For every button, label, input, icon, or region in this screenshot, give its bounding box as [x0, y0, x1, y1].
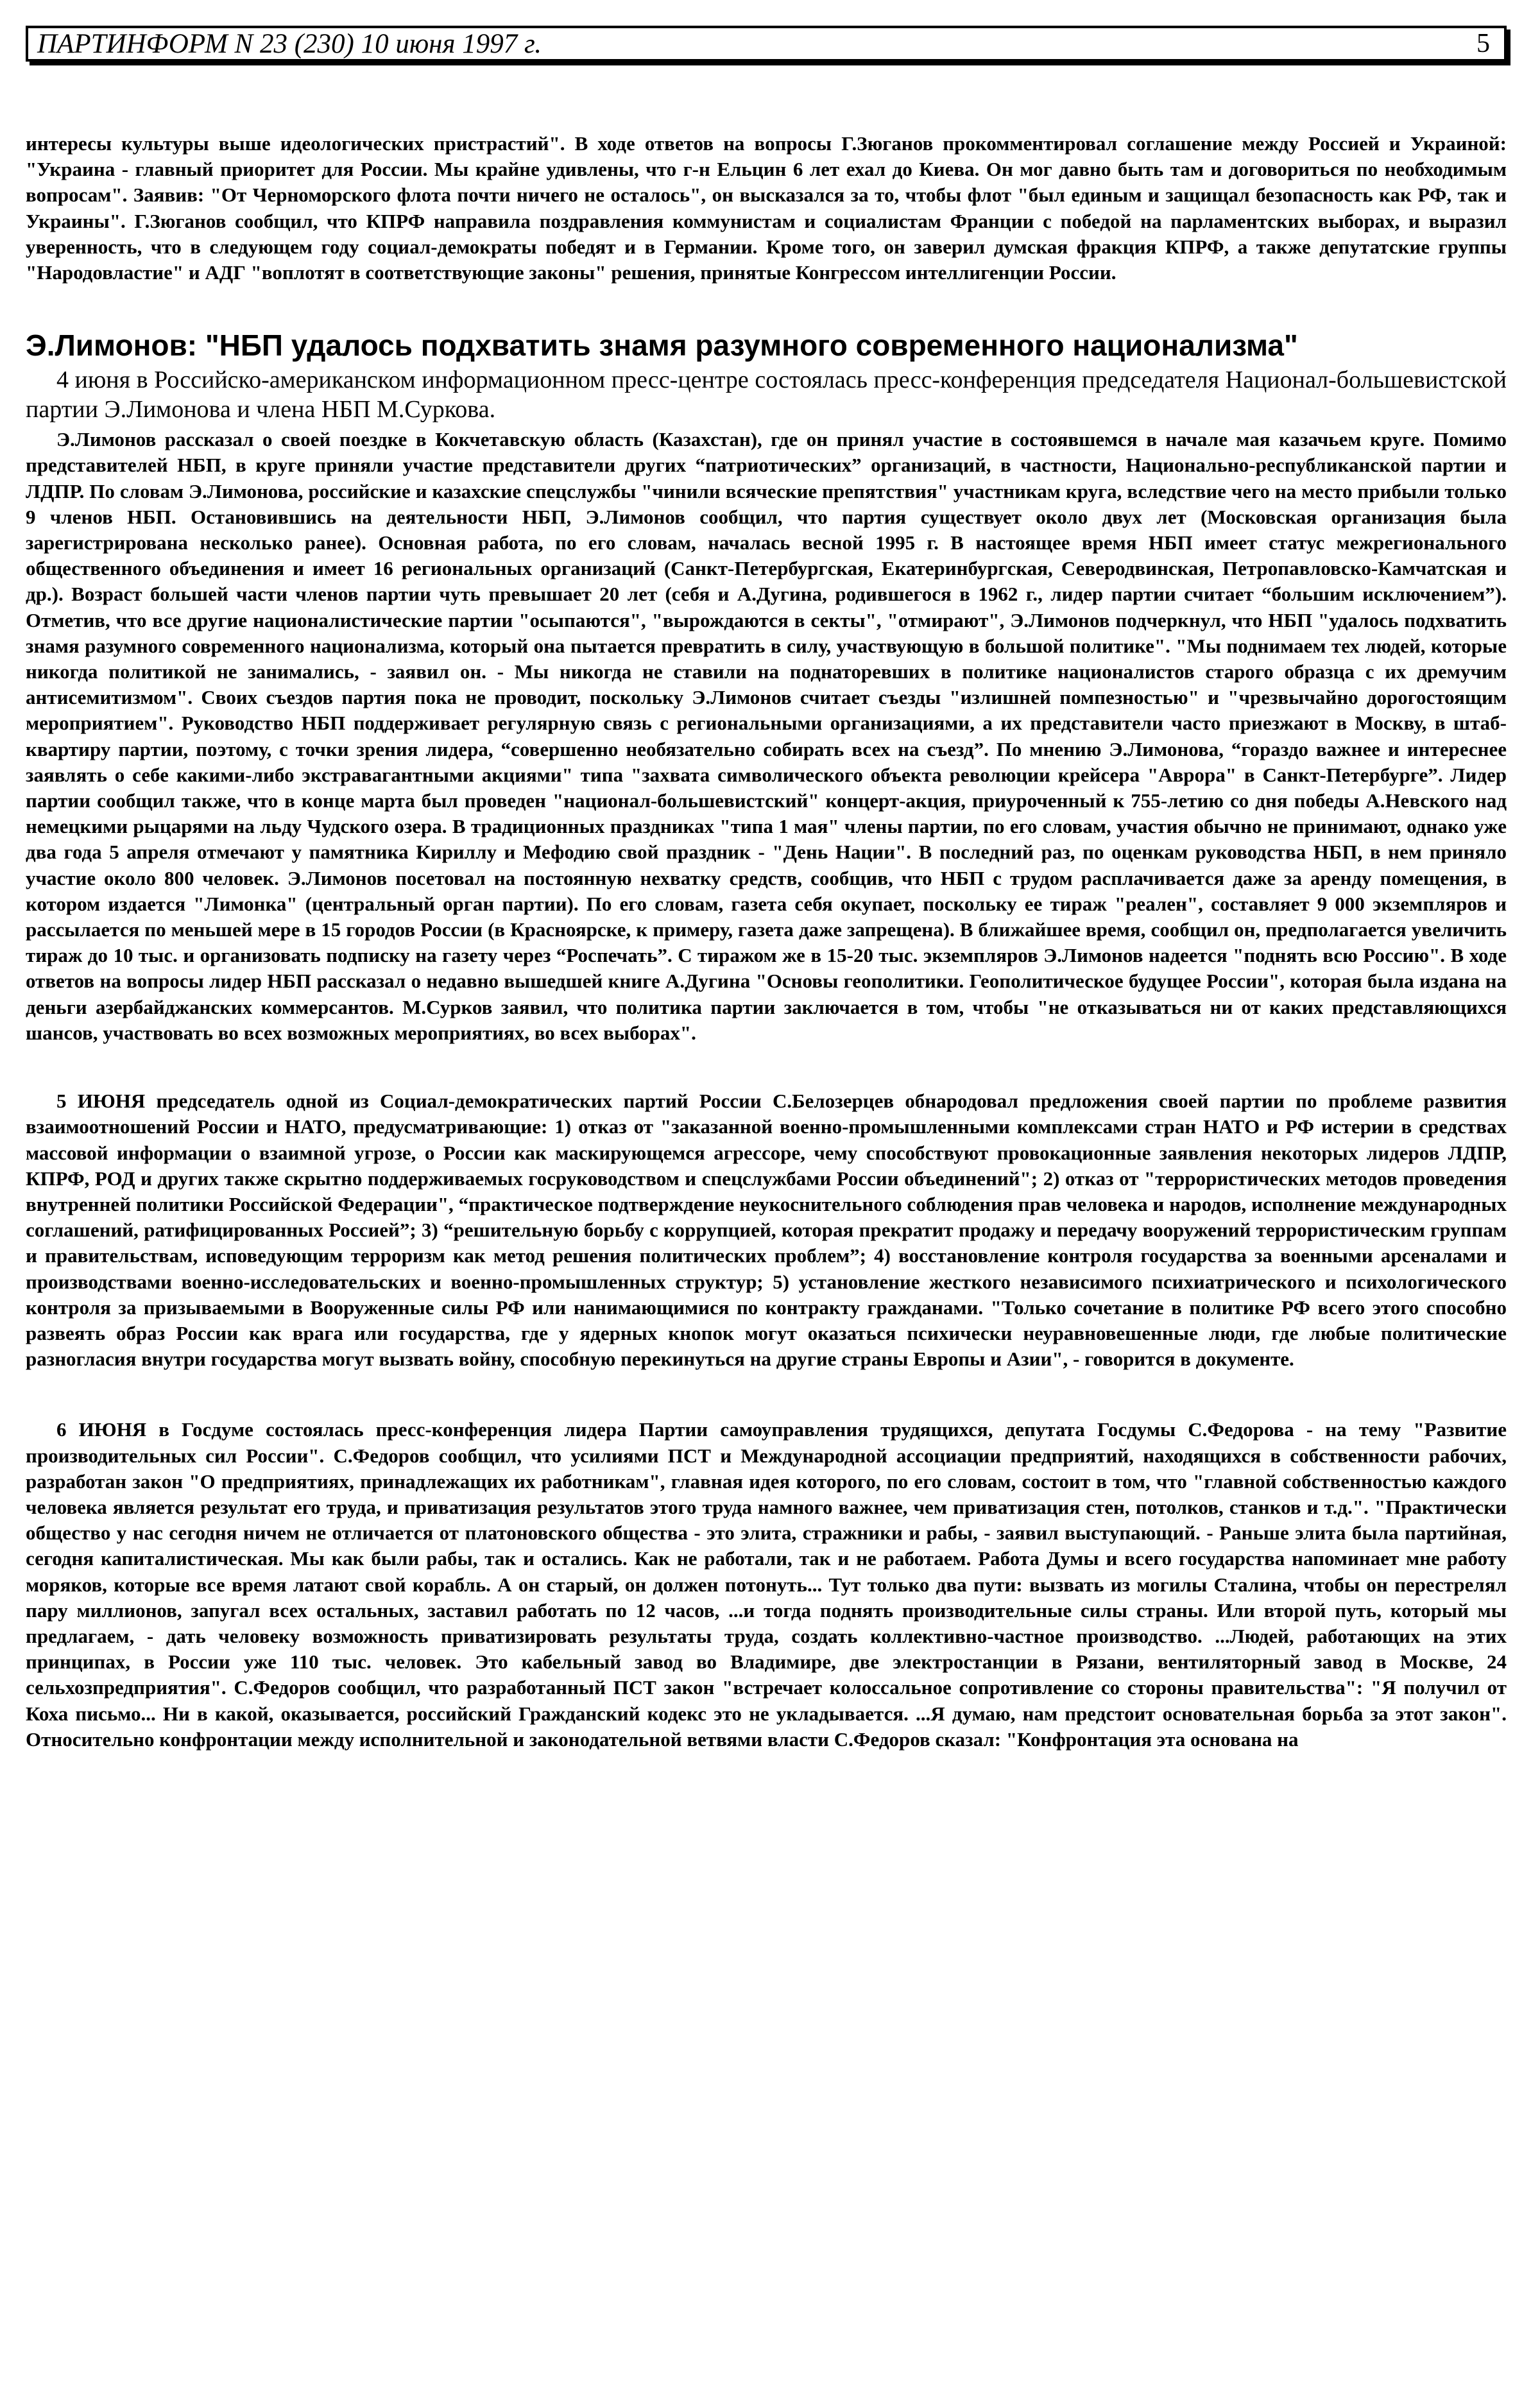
article-title: Э.Лимонов: "НБП удалось подхватить знамя разумного современного национализма"	[26, 329, 1298, 363]
newspaper-page	[26, 0, 1507, 1752]
news-item-june5: 5 ИЮНЯ председатель одной из Социал-демократических партий России С.Белозерцев обнародовал предложения своей партии по проблеме развития взаимоотношений России и НАТО, предусматривающие: 1) отказ от "заказанной военно-промышленными комплексами стран НАТО и РФ истерии в средствах массовой информации о взаимной угрозе, о России как маскирующемся агрессоре, чему способствуют провокационные заявления некоторых лидеров ЛДПР, КПРФ, РОД и других также скрытно поддерживаемых госруководством и спецслужбами России объединений"; 2) отказ от "террористических методов проведения внутренней политики Российской Федерации", “практическое подтверждение неукоснительного соблюдения прав человека и народов, исполнение международных соглашений, ратифицированных Россией”; 3) “решительную борьбу с коррупцией, которая прекратит продажу и передачу вооружений террористическим группам и правительствам, исповедующим терроризм как метод решения политических проблем”; 4) восстановление контроля государства за военными арсеналами и производствами военно-исследовательских и военно-промышленных структур; 5) установление жесткого независимого психиатрического и психологического контроля за призываемыми в Вооруженные силы РФ или нанимающимися по контракту гражданами. "Только сочетание в политике РФ всего этого способно развеять образ России как врага или государства, где у ядерных кнопок могут оказаться психически неуравновешенные люди, где любые политические разногласия внутри государства могут вызвать войну, способную перекинуться на другие страны Европы и Азии", - говорится в документе.	[26, 1090, 1507, 1371]
section-spacer	[26, 1372, 1507, 1417]
publication-title: ПАРТИНФОРМ N 23 (230) 10 июня 1997 г.	[37, 28, 542, 59]
page-content	[26, 131, 1507, 1752]
news-item-june6: 6 ИЮНЯ в Госдуме состоялась пресс-конференция лидера Партии самоуправления трудящихся, депутата Госдумы С.Федорова - на тему "Развитие производительных сил России". С.Федоров сообщил, что усилиями ПСТ и Международной ассоциации предприятий, находящихся в собственности рабочих, разработан закон "О предприятиях, принадлежащих их работникам", главная идея которого, по его словам, состоит в том, что "главной собственностью каждого человека является результат его труда, и приватизация результатов этого труда намного важнее, чем приватизация стен, потолков, станков и т.д.". "Практически общество у нас сегодня ничем не отличается от платоновского общества - это элита, стражники и рабы, - заявил выступающий. - Раньше элита была партийная, сегодня капиталистическая. Мы как были рабы, так и остались. Как не работали, так и не работаем. Работа Думы и всего государства напоминает мне работу моряков, которые все время латают свой корабль. А он старый, он должен потонуть... Тут только два пути: вызвать из могилы Сталина, чтобы он перестрелял пару миллионов, запугал всех остальных, заставил работать по 12 часов, ...и тогда поднять производительные силы страны. Или второй путь, который мы предлагаем, - дать человеку возможность приватизировать результаты труда, создать коллективно-частное производство. ...Людей, работающих на этих принципах, в России уже 110 тыс. человек. Это кабельный завод во Владимире, две электростанции в Рязани, вентиляторный завод в Москве, 24 сельхозпредприятия". С.Федоров сообщил, что разработанный ПСТ закон "встречает колоссальное сопротивление со стороны правительства": "Я получил от Коха письмо... Ни в какой, оказывается, российский Гражданский кодекс это не укладывается. ...Я думаю, нам предстоит основательная борьба за этот закон". Относительно конфронтации между исполнительной и законодательной ветвями власти С.Федоров сказал: "Конфронтация эта основана на	[26, 1418, 1507, 1751]
article-body: Э.Лимонов рассказал о своей поездке в Кокчетавскую область (Казахстан), где он принял участие в состоявшемся в начале мая казачьем круге. Помимо представителей НБП, в круге приняли участие представители других “патриотических” организаций, в частности, Национально-республиканской партии и ЛДПР. По словам Э.Лимонова, российские и казахские спецслужбы "чинили всяческие препятствия" участникам круга, вследствие чего на место прибыли только 9 членов НБП. Остановившись на деятельности НБП, Э.Лимонов сообщил, что партия существует около двух лет (Московская организация была зарегистрирована несколько ранее). Основная работа, по его словам, началась весной 1995 г. В настоящее время НБП имеет статус межрегионального общественного объединения и имеет 16 региональных организаций (Санкт-Петербургская, Екатеринбургская, Северодвинская, Петропавловско-Камчатская и др.). Возраст большей части членов партии чуть превышает 20 лет (себя и А.Дугина, родившегося в 1962 г., лидер партии считает “большим исключением”). Отметив, что все другие националистические партии "осыпаются", "вырождаются в секты", "отмирают", Э.Лимонов подчеркнул, что НБП "удалось подхватить знамя разумного современного национализма, который она пытается превратить в силу, участвующую в большой политике". "Мы поднимаем тех людей, которые никогда политикой не занимались, - заявил он. - Мы никогда не ставили на поднаторевших в политике националистов старого образца с их дремучим антисемитизмом". Своих съездов партия пока не проводит, поскольку Э.Лимонов считает съезды "излишней помпезностью" и "чрезвычайно дорогостоящим мероприятием". Руководство НБП поддерживает регулярную связь с региональными организациями, а их представители часто приезжают в Москву, в штаб-квартиру партии, поэтому, с точки зрения лидера, “совершенно необязательно собирать всех на съезд”. По мнению Э.Лимонова, “гораздо важнее и интереснее заявлять о себе какими-либо экстравагантными акциями" типа "захвата символического объекта революции крейсера "Аврора" в Санкт-Петербурге”. Лидер партии сообщил также, что в конце марта был проведен "национал-большевистский" концерт-акция, приуроченный к 755-летию со дня победы А.Невского над немецкими рыцарями на льду Чудского озера. В традиционных праздниках "типа 1 мая" члены партии, по его словам, участия обычно не принимают, однако уже два года 5 апреля отмечают у памятника Кириллу и Мефодию свой праздник - "День Нации". В последний раз, по оценкам руководства НБП, в нем приняло участие около 800 человек. Э.Лимонов посетовал на постоянную нехватку средств, сообщив, что НБП с трудом расплачивается даже за аренду помещения, в котором издается "Лимонка" (центральный орган партии). По его словам, газета себя окупает, поскольку ее тираж "реален", составляет 9 000 экземпляров и рассылается по меньшей мере в 15 городов России (в Красноярске, к примеру, газета даже запрещена). В ближайшее время, сообщил он, предполагается увеличить тираж до 10 тыс. и организовать подписку на газету через “Роспечать”. С тиражом же в 15-20 тыс. экземпляров Э.Лимонов надеется "поднять всю Россию". В ходе ответов на вопросы лидер НБП рассказал о недавно вышедшей книге А.Дугина "Основы геополитики. Геополитическое будущее России", которая была издана на деньги азербайджанских коммерсантов. М.Сурков заявил, что политика партии заключается в том, чтобы "не отказываться ни от каких представляющихся шансов, участвовать во всех возможных мероприятиях, во всех выборах".	[26, 428, 1507, 1044]
article-lead: 4 июня в Российско-американском информационном пресс-центре состоялась пресс-конференция председателя Национал-большевистской партии Э.Лимонова и члена НБП М.Суркова.	[26, 366, 1507, 424]
page-number: 5	[1476, 29, 1490, 58]
intro-paragraph: интересы культуры выше идеологических пристрастий". В ходе ответов на вопросы Г.Зюганов прокомментировал соглашение между Россией и Украиной: "Украина - главный приоритет для России. Мы крайне удивлены, что г-н Ельцин 6 лет ехал до Киева. Он мог давно быть там и договориться по необходимым вопросам". Заявив: "От Черноморского флота почти ничего не осталось", он высказался за то, чтобы флот "был единым и защищал безопасность как РФ, так и Украины". Г.Зюганов сообщил, что КПРФ направила поздравления коммунистам и социалистам Франции с победой на парламентских выборах, и выразил уверенность, что в следующем году социал-демократы победят и в Германии. Кроме того, он заверил думская фракция КПРФ, а также депутатские группы "Народовластие" и АДГ "воплотят в соответствующие законы" решения, принятые Конгрессом интеллигенции России.	[26, 132, 1507, 284]
article-limonov	[26, 328, 1507, 1046]
section-spacer	[26, 1046, 1507, 1088]
page-header	[26, 26, 1507, 62]
